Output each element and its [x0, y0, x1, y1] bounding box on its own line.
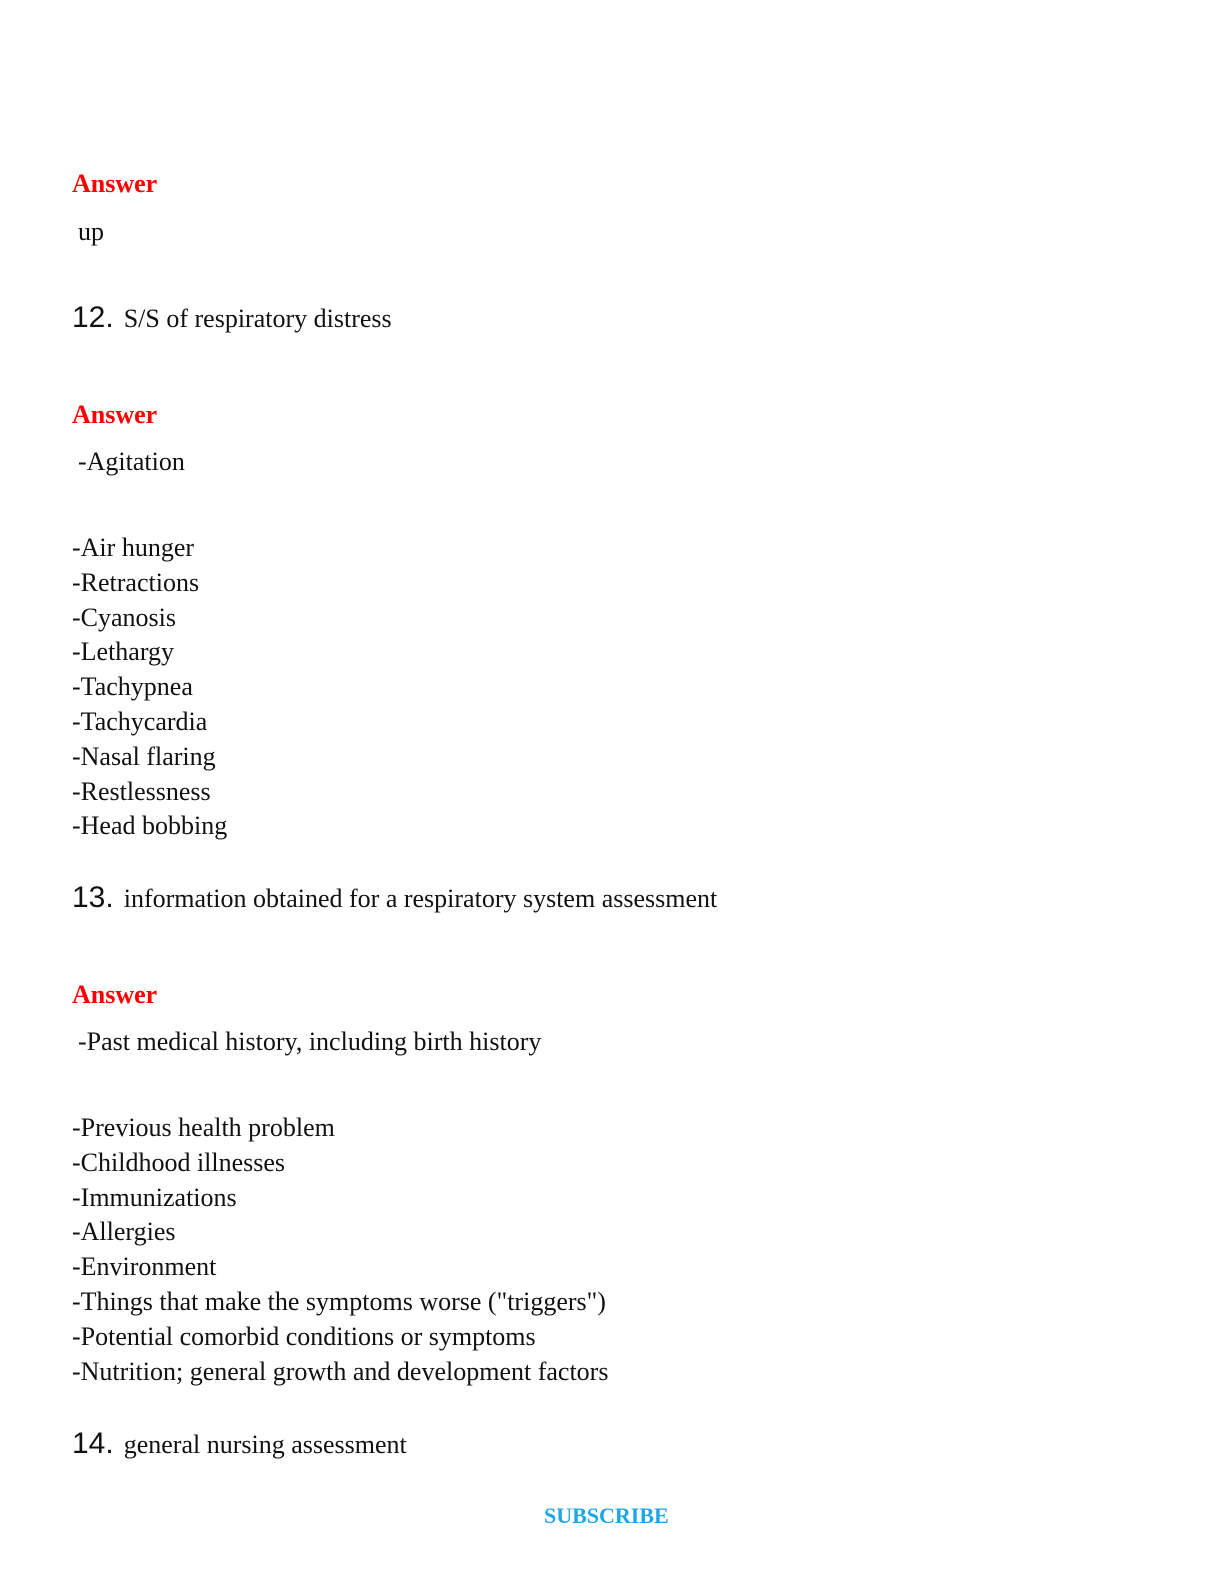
list-item: -Childhood illnesses — [72, 1147, 286, 1177]
list-item: -Allergies — [72, 1217, 176, 1247]
answer-first-item: -Agitation — [78, 447, 185, 476]
answer-list-q12 — [72, 531, 227, 844]
answer-list-q13 — [72, 1111, 608, 1389]
list-item: -Environment — [72, 1252, 217, 1282]
question-12 — [72, 301, 392, 336]
list-item: -Air hunger — [72, 533, 195, 562]
answer-label: Answer — [72, 400, 158, 429]
question-number: 12. — [72, 301, 114, 334]
list-item: -Nasal flaring — [72, 741, 216, 771]
answer-label: Answer — [72, 169, 158, 198]
question-text: general nursing assessment — [123, 1430, 407, 1459]
answer-label: Answer — [72, 980, 158, 1009]
question-text: S/S of respiratory distress — [123, 304, 392, 333]
question-number: 14. — [72, 1427, 114, 1460]
question-13 — [72, 881, 717, 916]
list-item: -Nutrition; general growth and development factors — [72, 1356, 609, 1386]
question-number: 13. — [72, 881, 114, 914]
answer-first-item: -Past medical history, including birth history — [78, 1027, 542, 1056]
list-item: -Potential comorbid conditions or symptoms — [72, 1321, 536, 1351]
subscribe-link[interactable]: SUBSCRIBE — [544, 1503, 669, 1528]
list-item: -Tachypnea — [72, 672, 193, 702]
list-item: -Immunizations — [72, 1182, 237, 1212]
list-item: -Previous health problem — [72, 1113, 335, 1142]
list-item: -Things that make the symptoms worse ("triggers") — [72, 1286, 606, 1316]
list-item: -Tachycardia — [72, 706, 208, 736]
question-text: information obtained for a respiratory system assessment — [123, 884, 718, 913]
list-item: -Cyanosis — [72, 602, 176, 632]
list-item: -Head bobbing — [72, 811, 228, 841]
question-14 — [72, 1427, 407, 1462]
list-item: -Restlessness — [72, 776, 211, 806]
list-item: -Retractions — [72, 567, 200, 597]
list-item: -Lethargy — [72, 637, 175, 667]
answer-text: up — [78, 217, 104, 246]
